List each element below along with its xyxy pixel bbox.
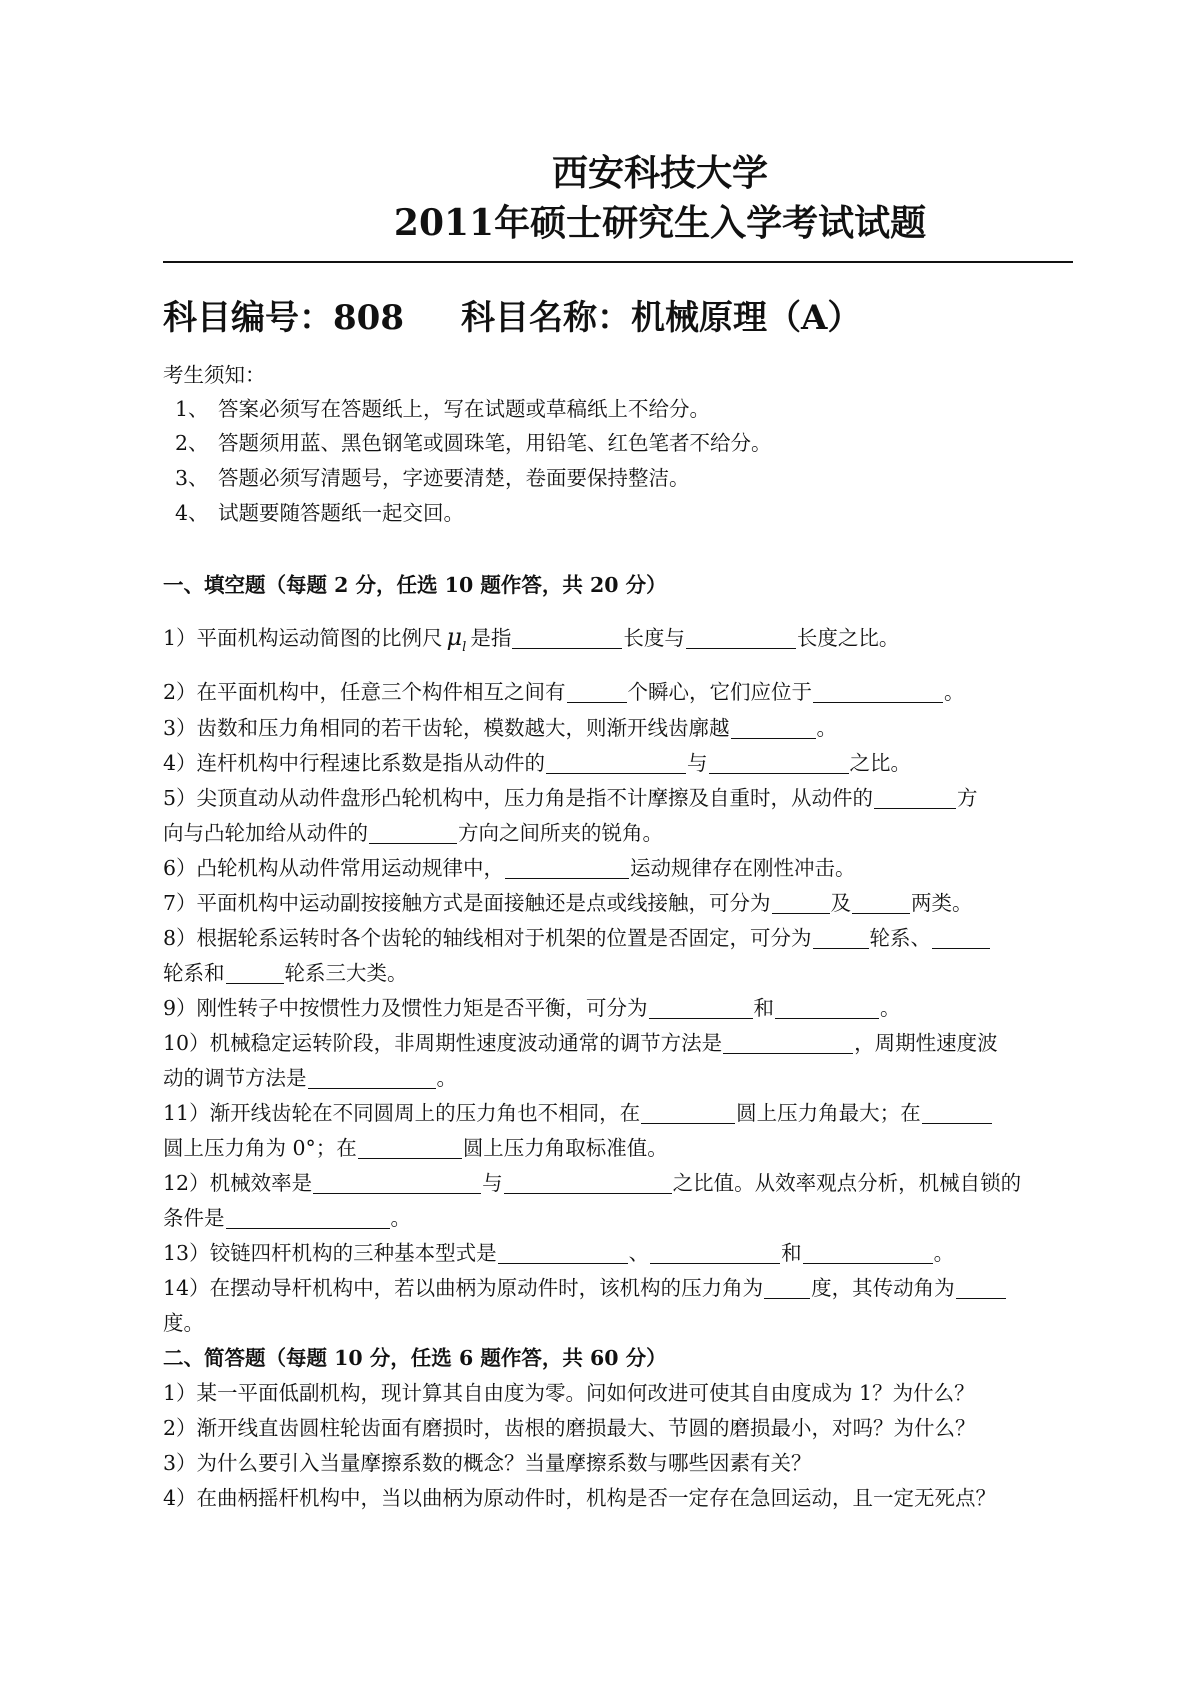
question-text: 、 bbox=[628, 1241, 650, 1265]
question-text: 长度与 bbox=[623, 626, 685, 650]
question-11-cont bbox=[163, 1131, 668, 1165]
notice-item-text: 答案必须写在答题纸上，写在试题或草稿纸上不给分。 bbox=[218, 397, 710, 421]
question-5 bbox=[163, 781, 978, 815]
answer-blank bbox=[505, 856, 629, 879]
question-text: 8）根据轮系运转时各个齿轮的轴线相对于机架的位置是否固定，可分为 bbox=[163, 926, 812, 950]
question-text: ，周期性速度波 bbox=[854, 1031, 998, 1055]
question-text: 运动规律存在刚性冲击。 bbox=[630, 856, 856, 880]
notice-item-number: 1、 bbox=[175, 397, 209, 421]
section2-heading: 二、简答题（每题 10 分，任选 6 题作答，共 60 分） bbox=[163, 1346, 667, 1370]
mu-subscript: l bbox=[462, 639, 467, 655]
question-text: 3）齿数和压力角相同的若干齿轮，模数越大，则渐开线齿廓越 bbox=[163, 716, 730, 740]
answer-blank bbox=[650, 1241, 780, 1264]
question-10-cont bbox=[163, 1061, 457, 1095]
question-14-cont bbox=[163, 1306, 204, 1340]
question-text: 与 bbox=[687, 751, 708, 775]
answer-blank bbox=[803, 1241, 933, 1264]
question-text: 之比。 bbox=[849, 751, 912, 775]
answer-blank bbox=[772, 891, 830, 914]
question-1 bbox=[163, 620, 899, 654]
question-2 bbox=[163, 675, 965, 709]
exam-title: 2011年硕士研究生入学考试试题 bbox=[393, 202, 927, 244]
question-text: 度，其传动角为 bbox=[811, 1276, 955, 1300]
question-text: 2）在平面机构中，任意三个构件相互之间有 bbox=[163, 680, 566, 704]
question-8 bbox=[163, 921, 991, 955]
question-text: 4）连杆机构中行程速比系数是指从动件的 bbox=[163, 751, 546, 775]
question-text: 之比值。从效率观点分析，机械自锁的 bbox=[672, 1171, 1022, 1195]
question-text: 1）平面机构运动简图的比例尺 bbox=[163, 626, 443, 650]
question-text: 13）铰链四杆机构的三种基本型式是 bbox=[163, 1241, 497, 1265]
question-text: 6）凸轮机构从动件常用运动规律中， bbox=[163, 856, 505, 880]
answer-blank bbox=[775, 996, 879, 1019]
subject-line bbox=[163, 296, 861, 340]
question-text: 及 bbox=[830, 891, 852, 915]
answer-blank bbox=[932, 926, 990, 949]
short-answer-item: 3）为什么要引入当量摩擦系数的概念？当量摩擦系数与哪些因素有关？ bbox=[163, 1451, 812, 1475]
question-text: 轮系、 bbox=[869, 926, 932, 950]
question-8-cont bbox=[163, 956, 408, 990]
question-text: 条件是 bbox=[163, 1206, 225, 1230]
university-title: 西安科技大学 bbox=[551, 152, 768, 194]
answer-blank bbox=[308, 1066, 436, 1089]
question-text: 7）平面机构中运动副按接触方式是面接触还是点或线接触，可分为 bbox=[163, 891, 771, 915]
question-text: 14）在摆动导杆机构中，若以曲柄为原动件时，该机构的压力角为 bbox=[163, 1276, 764, 1300]
question-text: 轮系和 bbox=[163, 961, 225, 985]
question-text: 9）刚性转子中按惯性力及惯性力矩是否平衡，可分为 bbox=[163, 996, 648, 1020]
answer-blank bbox=[358, 1136, 462, 1159]
question-text: 5）尖顶直动从动件盘形凸轮机构中，压力角是指不计摩擦及自重时，从动件的 bbox=[163, 786, 874, 810]
question-text: 。 bbox=[880, 996, 901, 1020]
short-answer-item: 4）在曲柄摇杆机构中，当以曲柄为原动件时，机构是否一定存在急回运动，且一定无死点？ bbox=[163, 1486, 997, 1510]
answer-blank bbox=[649, 996, 753, 1019]
answer-blank bbox=[313, 1171, 481, 1194]
question-4 bbox=[163, 746, 911, 780]
question-text: 是指 bbox=[470, 626, 512, 650]
question-9 bbox=[163, 991, 901, 1025]
notice-item-text: 答题须用蓝、黑色钢笔或圆珠笔，用铅笔、红色笔者不给分。 bbox=[218, 431, 772, 455]
question-text: 轮系三大类。 bbox=[284, 961, 408, 985]
answer-blank bbox=[686, 626, 796, 649]
question-text: 度。 bbox=[163, 1311, 204, 1335]
answer-blank bbox=[641, 1101, 735, 1124]
question-text: 与 bbox=[482, 1171, 503, 1195]
question-text: 和 bbox=[781, 1241, 802, 1265]
answer-blank bbox=[546, 751, 686, 774]
notice-item bbox=[175, 392, 710, 426]
question-10 bbox=[163, 1026, 998, 1060]
question-text: 圆上压力角为 0°；在 bbox=[163, 1136, 357, 1160]
answer-blank bbox=[226, 1206, 390, 1229]
question-text: 个瞬心，它们应位于 bbox=[627, 680, 813, 704]
question-text: 和 bbox=[753, 996, 775, 1020]
subject-name: 科目名称：机械原理（A） bbox=[461, 298, 862, 338]
answer-blank bbox=[723, 1031, 853, 1054]
header-divider bbox=[163, 261, 1073, 263]
question-text: 。 bbox=[933, 1241, 955, 1265]
answer-blank bbox=[922, 1101, 992, 1124]
question-5-cont bbox=[163, 816, 663, 850]
question-12-cont bbox=[163, 1201, 411, 1235]
question-text: 。 bbox=[816, 716, 838, 740]
notice-item bbox=[175, 426, 772, 460]
mu-letter: μ bbox=[446, 623, 463, 651]
question-text: 11）渐开线齿轮在不同圆周上的压力角也不相同，在 bbox=[163, 1101, 641, 1125]
answer-blank bbox=[813, 680, 943, 703]
answer-blank bbox=[498, 1241, 628, 1264]
question-text: 方向之间所夹的锐角。 bbox=[458, 821, 663, 845]
question-text: 10）机械稳定运转阶段，非周期性速度波动通常的调节方法是 bbox=[163, 1031, 723, 1055]
answer-blank bbox=[874, 786, 956, 809]
answer-blank bbox=[369, 821, 457, 844]
notice-item-number: 2、 bbox=[175, 431, 209, 455]
answer-blank bbox=[813, 926, 869, 949]
notice-item-text: 试题要随答题纸一起交回。 bbox=[218, 501, 464, 525]
question-12 bbox=[163, 1166, 1021, 1200]
question-text: 。 bbox=[944, 680, 965, 704]
question-text: 12）机械效率是 bbox=[163, 1171, 313, 1195]
question-text: 方 bbox=[957, 786, 978, 810]
subject-code: 科目编号：808 bbox=[163, 298, 404, 338]
answer-blank bbox=[852, 891, 910, 914]
question-text: 长度之比。 bbox=[796, 626, 900, 650]
question-7 bbox=[163, 886, 973, 920]
question-13 bbox=[163, 1236, 954, 1270]
answer-blank bbox=[226, 961, 284, 984]
answer-blank bbox=[709, 751, 849, 774]
short-answer-item: 1）某一平面低副机构，现计算其自由度为零。问如何改进可使其自由度成为 1？为什么？ bbox=[163, 1381, 975, 1405]
answer-blank bbox=[512, 626, 622, 649]
notice-item-number: 4、 bbox=[175, 501, 209, 525]
short-answer-item: 2）渐开线直齿圆柱轮齿面有磨损时，齿根的磨损最大、节圆的磨损最小，对吗？为什么？ bbox=[163, 1416, 976, 1440]
question-6 bbox=[163, 851, 856, 885]
answer-blank bbox=[956, 1276, 1006, 1299]
notice-item bbox=[175, 496, 464, 530]
question-11 bbox=[163, 1096, 993, 1130]
answer-blank bbox=[764, 1276, 810, 1299]
question-text: 圆上压力角最大；在 bbox=[736, 1101, 921, 1125]
mu-symbol bbox=[446, 623, 467, 655]
question-text: 两类。 bbox=[911, 891, 973, 915]
question-text: 圆上压力角取标准值。 bbox=[462, 1136, 668, 1160]
notice-item bbox=[175, 461, 690, 495]
question-3 bbox=[163, 711, 837, 745]
answer-blank bbox=[504, 1171, 672, 1194]
notice-item-text: 答题必须写清题号，字迹要清楚，卷面要保持整洁。 bbox=[218, 466, 690, 490]
notice-item-number: 3、 bbox=[175, 466, 209, 490]
answer-blank bbox=[567, 680, 627, 703]
answer-blank bbox=[731, 716, 816, 739]
notice-heading: 考生须知： bbox=[163, 363, 266, 387]
question-text: 。 bbox=[436, 1066, 457, 1090]
question-text: 。 bbox=[390, 1206, 411, 1230]
question-text: 动的调节方法是 bbox=[163, 1066, 307, 1090]
question-text: 向与凸轮加给从动件的 bbox=[163, 821, 368, 845]
question-14 bbox=[163, 1271, 1007, 1305]
section1-heading: 一、填空题（每题 2 分，任选 10 题作答，共 20 分） bbox=[163, 573, 667, 597]
